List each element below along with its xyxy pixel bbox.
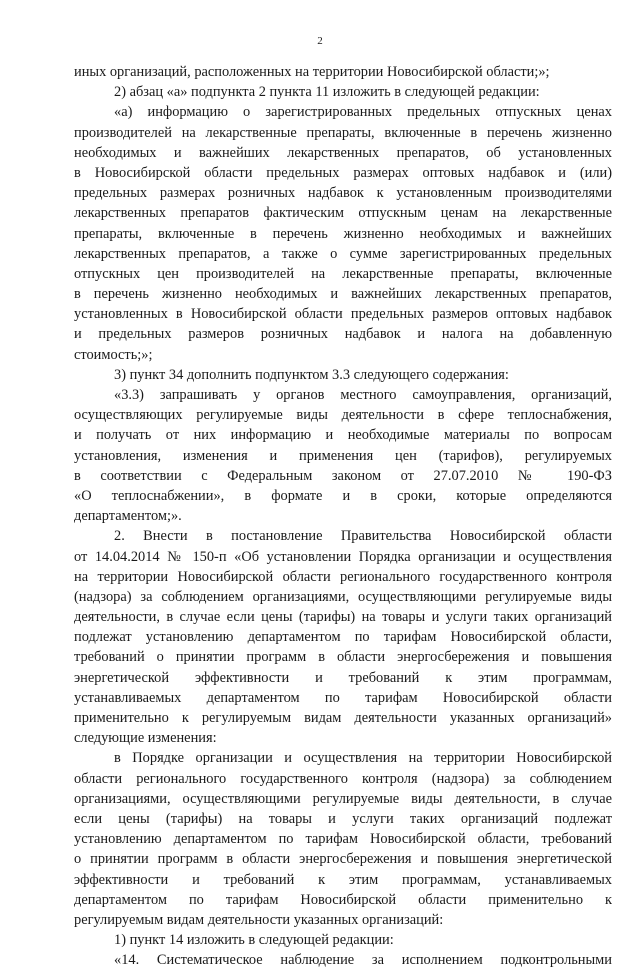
text-line: департаментом;».	[74, 508, 182, 525]
text-line: эффективности и требований к этим программам, устанавливаемых	[74, 871, 612, 888]
text-line: отпускных цен производителей на лекарственные препараты, включенные	[74, 265, 612, 282]
text-line: в Порядке организации и осуществления на территории Новосибирской	[114, 750, 612, 767]
text-line: препараты, включенные в перечень жизненно необходимых и важнейших	[74, 225, 612, 242]
text-line: иных организаций, расположенных на территории Новосибирской области;»;	[74, 64, 550, 80]
text-line: в соответствии с Федеральным законом от 27.07.2010 № 190-ФЗ	[74, 467, 612, 484]
text-line: лекарственных препаратов фактическим отпускным ценам на лекарственные	[74, 205, 612, 222]
text-line: устанавливаемых департаментом по тарифам Новосибирской области	[74, 689, 612, 706]
text-line: необходимых и важнейших лекарственных препаратов, об установленных	[74, 144, 612, 161]
text-line: предельных размерах розничных надбавок к установленным производителями	[74, 185, 612, 202]
text-line: в перечень жизненно необходимых и важнейших лекарственных препаратов,	[74, 286, 612, 303]
text-line: если цены (тарифы) на товары и услуги таких организаций подлежат	[74, 810, 612, 827]
text-line: «3.3) запрашивать у органов местного самоуправления, организаций,	[114, 387, 612, 403]
text-line: следующие изменения:	[74, 730, 217, 747]
document-body	[74, 62, 612, 970]
text-line: подлежат установлению департаментом по тарифам Новосибирской области,	[74, 629, 612, 646]
text-line: установлению департаментом по тарифам Новосибирской области, требований	[74, 831, 612, 848]
text-line: осуществляющих регулируемые виды деятельности в сфере теплоснабжения,	[74, 407, 612, 424]
text-line: и предельных размеров розничных надбавок и налога на добавленную	[74, 326, 612, 343]
text-line: энергетической эффективности и требований к этим программам,	[74, 669, 612, 686]
page-number: 2	[317, 35, 323, 47]
text-line: требований о принятии программ в области энергосбережения и повышения	[74, 649, 612, 666]
text-line: от 14.04.2014 № 150-п «Об установлении Порядка организации и осуществления	[74, 548, 612, 565]
text-line: «а) информацию о зарегистрированных предельных отпускных ценах	[114, 104, 612, 121]
text-line: применительно к регулируемым видам деятельности указанных организаций»	[74, 710, 612, 726]
text-line: «О теплоснабжении», в формате и в сроки, которые определяются	[74, 487, 612, 504]
text-line: регулируемым видам деятельности указанных организаций:	[74, 911, 444, 928]
text-line: лекарственных препаратов, а также о сумме зарегистрированных предельных	[74, 245, 612, 262]
text-line: организациями, осуществляющими регулируемые виды деятельности, в случае	[74, 790, 612, 807]
text-line: и получать от них информацию и необходимые материалы по вопросам	[74, 427, 612, 444]
text-line: в Новосибирской области предельных размерах оптовых надбавок и (или)	[74, 164, 612, 181]
text-line: 3) пункт 34 дополнить подпунктом 3.3 следующего содержания:	[114, 366, 509, 383]
text-line: деятельности, в случае если цены (тарифы) на товары и услуги таких организаций	[74, 609, 612, 626]
text-line: (надзора) за соблюдением организациями, осуществляющими регулируемые виды	[74, 588, 612, 605]
text-line: 2) абзац «а» подпункта 2 пункта 11 изложить в следующей редакции:	[114, 84, 540, 101]
text-line: 1) пункт 14 изложить в следующей редакции:	[114, 932, 394, 949]
text-line: «14. Систематическое наблюдение за исполнением подконтрольными	[114, 952, 612, 969]
text-line: установленных в Новосибирской области предельных размеров оптовых надбавок	[74, 306, 612, 323]
text-line: 2. Внести в постановление Правительства Новосибирской области	[114, 528, 612, 545]
text-line: области регионального государственного контроля (надзора) за соблюдением	[74, 770, 612, 787]
text-line: на территории Новосибирской области регионального государственного контроля	[74, 568, 612, 585]
text-line: стоимость;»;	[74, 346, 153, 363]
text-line: о принятии программ в области энергосбережения и повышения энергетической	[74, 851, 612, 868]
text-line: производителей на лекарственные препараты, включенные в перечень жизненно	[74, 124, 612, 141]
text-line: установления, изменения и применения цен (тарифов), регулируемых	[74, 447, 612, 464]
text-line: департаментом по тарифам Новосибирской области применительно к	[74, 891, 612, 908]
